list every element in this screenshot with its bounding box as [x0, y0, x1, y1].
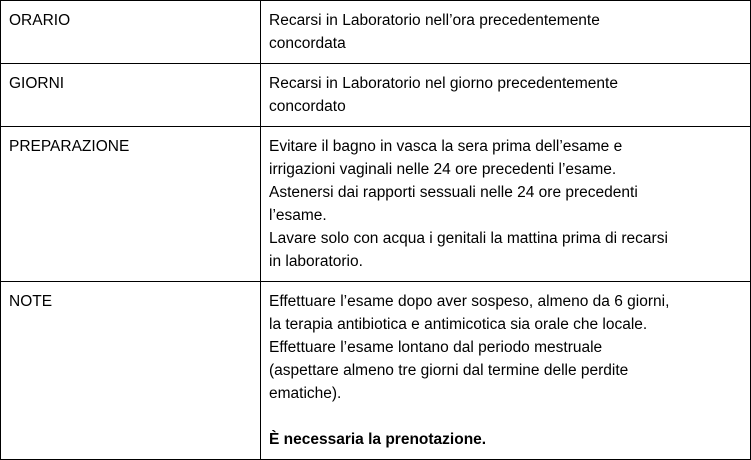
row-text-line: concordato: [269, 98, 346, 115]
row-text-line: (aspettare almeno tre giorni dal termine delle perdite: [269, 362, 629, 379]
row-text-line: Recarsi in Laboratorio nel giorno precedentemente: [269, 75, 618, 92]
table-row-note: [1, 282, 751, 460]
row-text-line: Effettuare l’esame dopo aver sospeso, almeno da 6 giorni,: [269, 293, 670, 310]
row-text-line: Recarsi in Laboratorio nell’ora precedentemente: [269, 12, 600, 29]
row-text-line: in laboratorio.: [269, 253, 363, 270]
row-label: ORARIO: [1, 1, 261, 64]
table-row-orario: [1, 1, 751, 64]
blank-line: [269, 405, 742, 428]
row-text-line: concordata: [269, 35, 346, 52]
table-row-preparazione: [1, 127, 751, 282]
row-value: [261, 1, 751, 64]
row-text-line: Effettuare l’esame lontano dal periodo mestruale: [269, 339, 603, 356]
row-text-line: Evitare il bagno in vasca la sera prima dell’esame e: [269, 138, 623, 155]
row-text-line: l’esame.: [269, 207, 327, 224]
row-text-line: irrigazioni vaginali nelle 24 ore precedenti l’esame.: [269, 161, 617, 178]
row-label: NOTE: [1, 282, 261, 460]
booking-required-note: È necessaria la prenotazione.: [269, 431, 487, 448]
row-value: [261, 64, 751, 127]
row-text-line: Astenersi dai rapporti sessuali nelle 24 ore precedenti: [269, 184, 638, 201]
row-text-line: ematiche).: [269, 385, 342, 402]
row-value: [261, 127, 751, 282]
row-label: PREPARAZIONE: [1, 127, 261, 282]
row-text-line: Lavare solo con acqua i genitali la mattina prima di recarsi: [269, 230, 668, 247]
row-value: [261, 282, 751, 460]
row-label: GIORNI: [1, 64, 261, 127]
table-row-giorni: [1, 64, 751, 127]
row-text-line: la terapia antibiotica e antimicotica sia orale che locale.: [269, 316, 648, 333]
